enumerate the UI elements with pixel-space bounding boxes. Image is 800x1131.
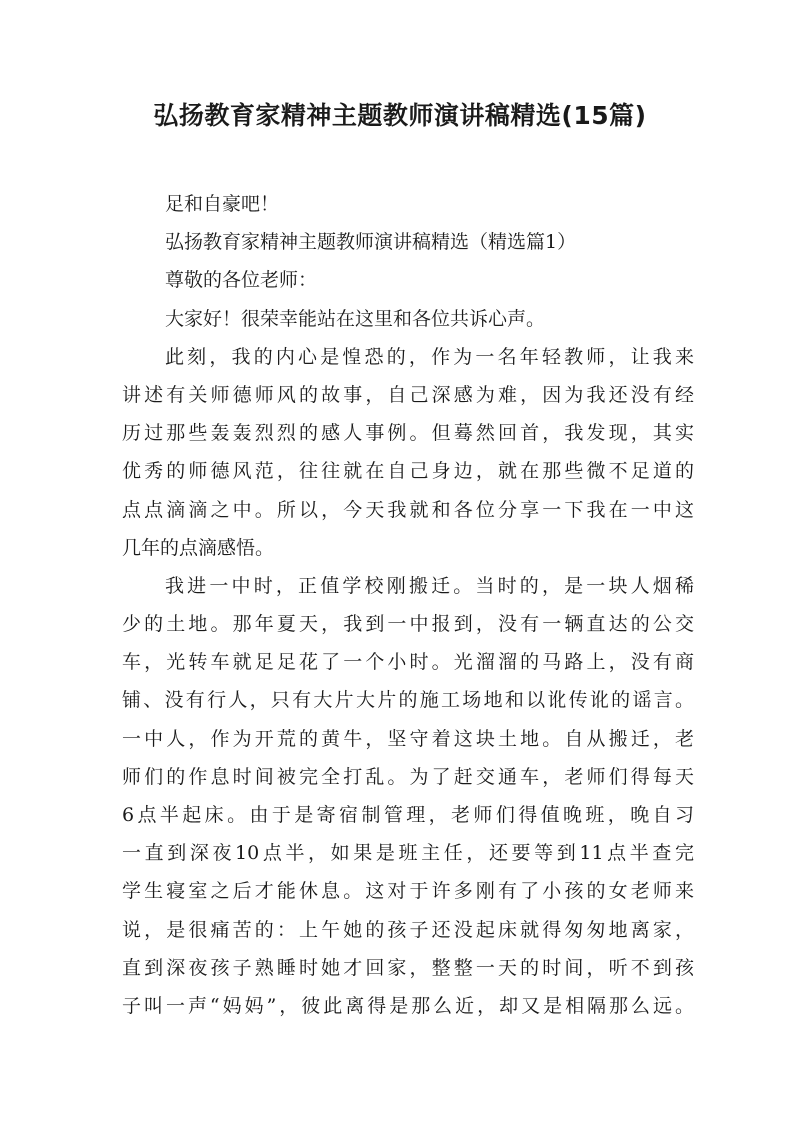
paragraph-line: 我进一中时，正值学校刚搬迁。当时的，是一块人烟稀 xyxy=(165,574,694,597)
paragraph-line: 子叫一声“妈妈”，彼此离得是那么近，却又是相隔那么远。 xyxy=(122,994,694,1017)
paragraph-line: 此刻，我的内心是惶恐的，作为一名年轻教师，让我来 xyxy=(165,345,694,368)
paragraph-line: 说，是很痛苦的：上午她的孩子还没起床就得匆匆地离家， xyxy=(122,918,694,941)
document-title: 弘扬教育家精神主题教师演讲稿精选(15篇) xyxy=(153,101,647,130)
paragraph-line: 师们的作息时间被完全打乱。为了赶交通车，老师们得每天 xyxy=(122,765,694,788)
paragraph-line: 足和自豪吧！ xyxy=(165,193,280,215)
section-heading: 弘扬教育家精神主题教师演讲稿精选（精选篇1） xyxy=(165,231,577,254)
paragraph-line: 讲述有关师德师风的故事，自己深感为难，因为我还没有经 xyxy=(122,383,694,406)
paragraph-line: 铺、没有行人，只有大片大片的施工场地和以讹传讹的谣言。 xyxy=(122,689,694,712)
paragraph-line: 历过那些轰轰烈烈的感人事例。但蓦然回首，我发现，其实 xyxy=(122,422,694,445)
paragraph-line: 几年的点滴感悟。 xyxy=(122,536,275,559)
paragraph-line: 6点半起床。由于是寄宿制管理，老师们得值晚班，晚自习 xyxy=(122,804,694,826)
paragraph-line: 车，光转车就足足花了一个小时。光溜溜的马路上，没有商 xyxy=(122,651,694,674)
paragraph-line: 点点滴滴之中。所以，今天我就和各位分享一下我在一中这 xyxy=(122,498,694,521)
paragraph-line: 少的土地。那年夏天，我到一中报到，没有一辆直达的公交 xyxy=(122,613,694,636)
paragraph-line: 一中人，作为开荒的黄牛，坚守着这块土地。自从搬迁，老 xyxy=(122,727,694,750)
paragraph-line: 直到深夜孩子熟睡时她才回家，整整一天的时间，听不到孩 xyxy=(122,956,694,979)
paragraph-line: 一直到深夜10点半，如果是班主任，还要等到11点半查完 xyxy=(122,842,694,865)
document-body xyxy=(122,185,694,1025)
paragraph-line: 优秀的师德风范，往往就在自己身边，就在那些微不足道的 xyxy=(122,460,694,483)
greeting-line: 大家好！很荣幸能站在这里和各位共诉心声。 xyxy=(165,307,546,330)
paragraph-line: 学生寝室之后才能休息。这对于许多刚有了小孩的女老师来 xyxy=(122,880,694,903)
salutation: 尊敬的各位老师： xyxy=(165,269,318,292)
